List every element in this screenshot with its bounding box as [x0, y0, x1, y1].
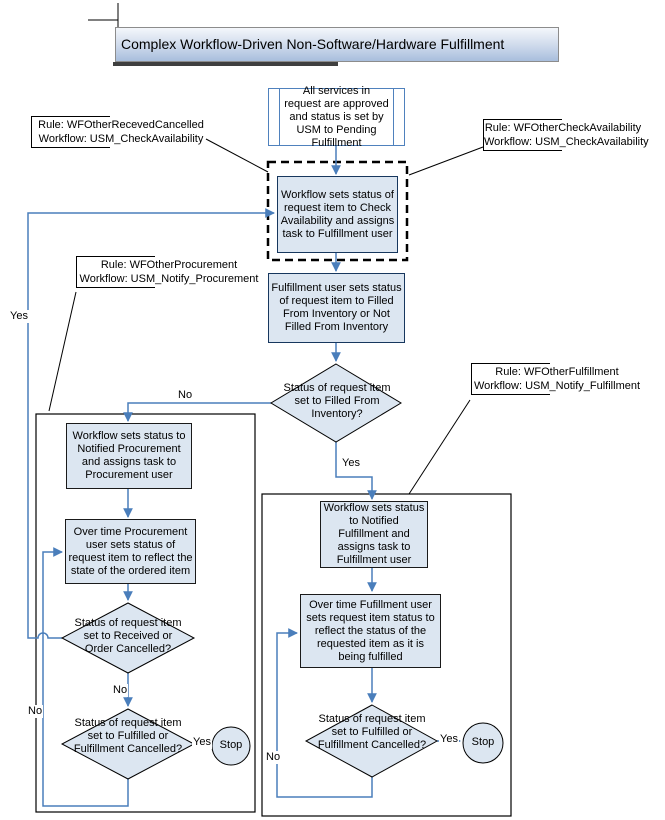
stop-right-label: Stop	[471, 736, 495, 748]
decision-received-text: Status of request item set to Received or Order Cancelled?	[74, 617, 182, 655]
connector-no-to-procurement	[128, 403, 271, 421]
edge-label-no-loop-left: No	[28, 705, 43, 717]
rule-procurement-line2: Workflow: USM_Notify_Procurement	[79, 273, 259, 285]
edge-label-yes-loop-left: Yes	[10, 310, 28, 322]
leader-received-cancelled	[206, 139, 268, 172]
edge-label-no-filled: No	[178, 389, 193, 401]
leader-check-availability	[409, 147, 483, 175]
rule-procurement	[76, 256, 261, 288]
node-notified-procurement: Workflow sets status to Notified Procurement and assigns task to Procurement user	[66, 423, 192, 489]
title-underline-bar	[113, 62, 338, 66]
diagram-title-text: Complex Workflow-Driven Non-Software/Hardware Fulfillment	[121, 36, 505, 52]
edge-label-yes-stop-right: Yes	[440, 733, 458, 745]
node-start	[268, 84, 405, 149]
rule-fulfillment-line2: Workflow: USM_Notify_Fulfillment	[473, 380, 641, 392]
rule-received-cancelled	[31, 116, 210, 148]
decision-fulfilled-left-text: Status of request item set to Fulfilled or Fulfillment Cancelled?	[73, 717, 183, 755]
rule-fulfillment	[471, 363, 642, 395]
rule-check-availability-line2: Workflow: USM_CheckAvailability	[484, 136, 649, 148]
rule-received-cancelled-line2: Workflow: USM_CheckAvailability	[38, 133, 204, 145]
edge-label-yes-filled: Yes	[342, 457, 360, 469]
decision-fulfilled-right-text: Status of request item set to Fulfilled or Fulfillment Cancelled?	[317, 713, 427, 751]
decision-filled-text: Status of request item set to Filled From Inventory?	[283, 382, 391, 420]
rule-procurement-line1: Rule: WFOtherProcurement	[100, 259, 238, 271]
leader-fulfillment	[409, 400, 470, 494]
node-start-text: All services in request are approved and status is set by USM to Pending Fulfillment	[284, 84, 389, 149]
edge-label-no-loop-right: No	[266, 751, 281, 763]
node-over-time-fulfillment: Over time Fufillment user sets request item status to reflect the status of the requested item as it is being fulfilled	[300, 594, 441, 668]
edge-label-yes-stop-left: Yes	[193, 736, 211, 748]
node-check-availability: Workflow sets status of request item to Check Availability and assigns task to Fulfillment user	[277, 176, 398, 253]
connector-yes-to-fulfillment	[336, 442, 372, 499]
edge-label-no-received: No	[113, 684, 128, 696]
diagram-title	[115, 27, 559, 62]
rule-fulfillment-line1: Rule: WFOtherFulfillment	[495, 366, 619, 378]
rule-check-availability	[483, 119, 649, 151]
node-fulfillment-status: Fulfillment user sets status of request item to Filled From Inventory or Not Filled From Inventory	[268, 273, 405, 343]
rule-check-availability-line1: Rule: WFOtherCheckAvailability	[484, 122, 642, 134]
node-notified-fulfillment: Workflow sets status to Notified Fulfillment and assigns task to Fulfillment user	[320, 501, 428, 568]
leader-procurement	[49, 292, 76, 411]
stop-left-label: Stop	[219, 739, 243, 751]
rule-received-cancelled-line1: Rule: WFOtherRecevedCancelled	[38, 119, 204, 131]
node-over-time-procurement: Over time Procurement user sets status of request item to reflect the state of the ordered item	[65, 519, 196, 584]
